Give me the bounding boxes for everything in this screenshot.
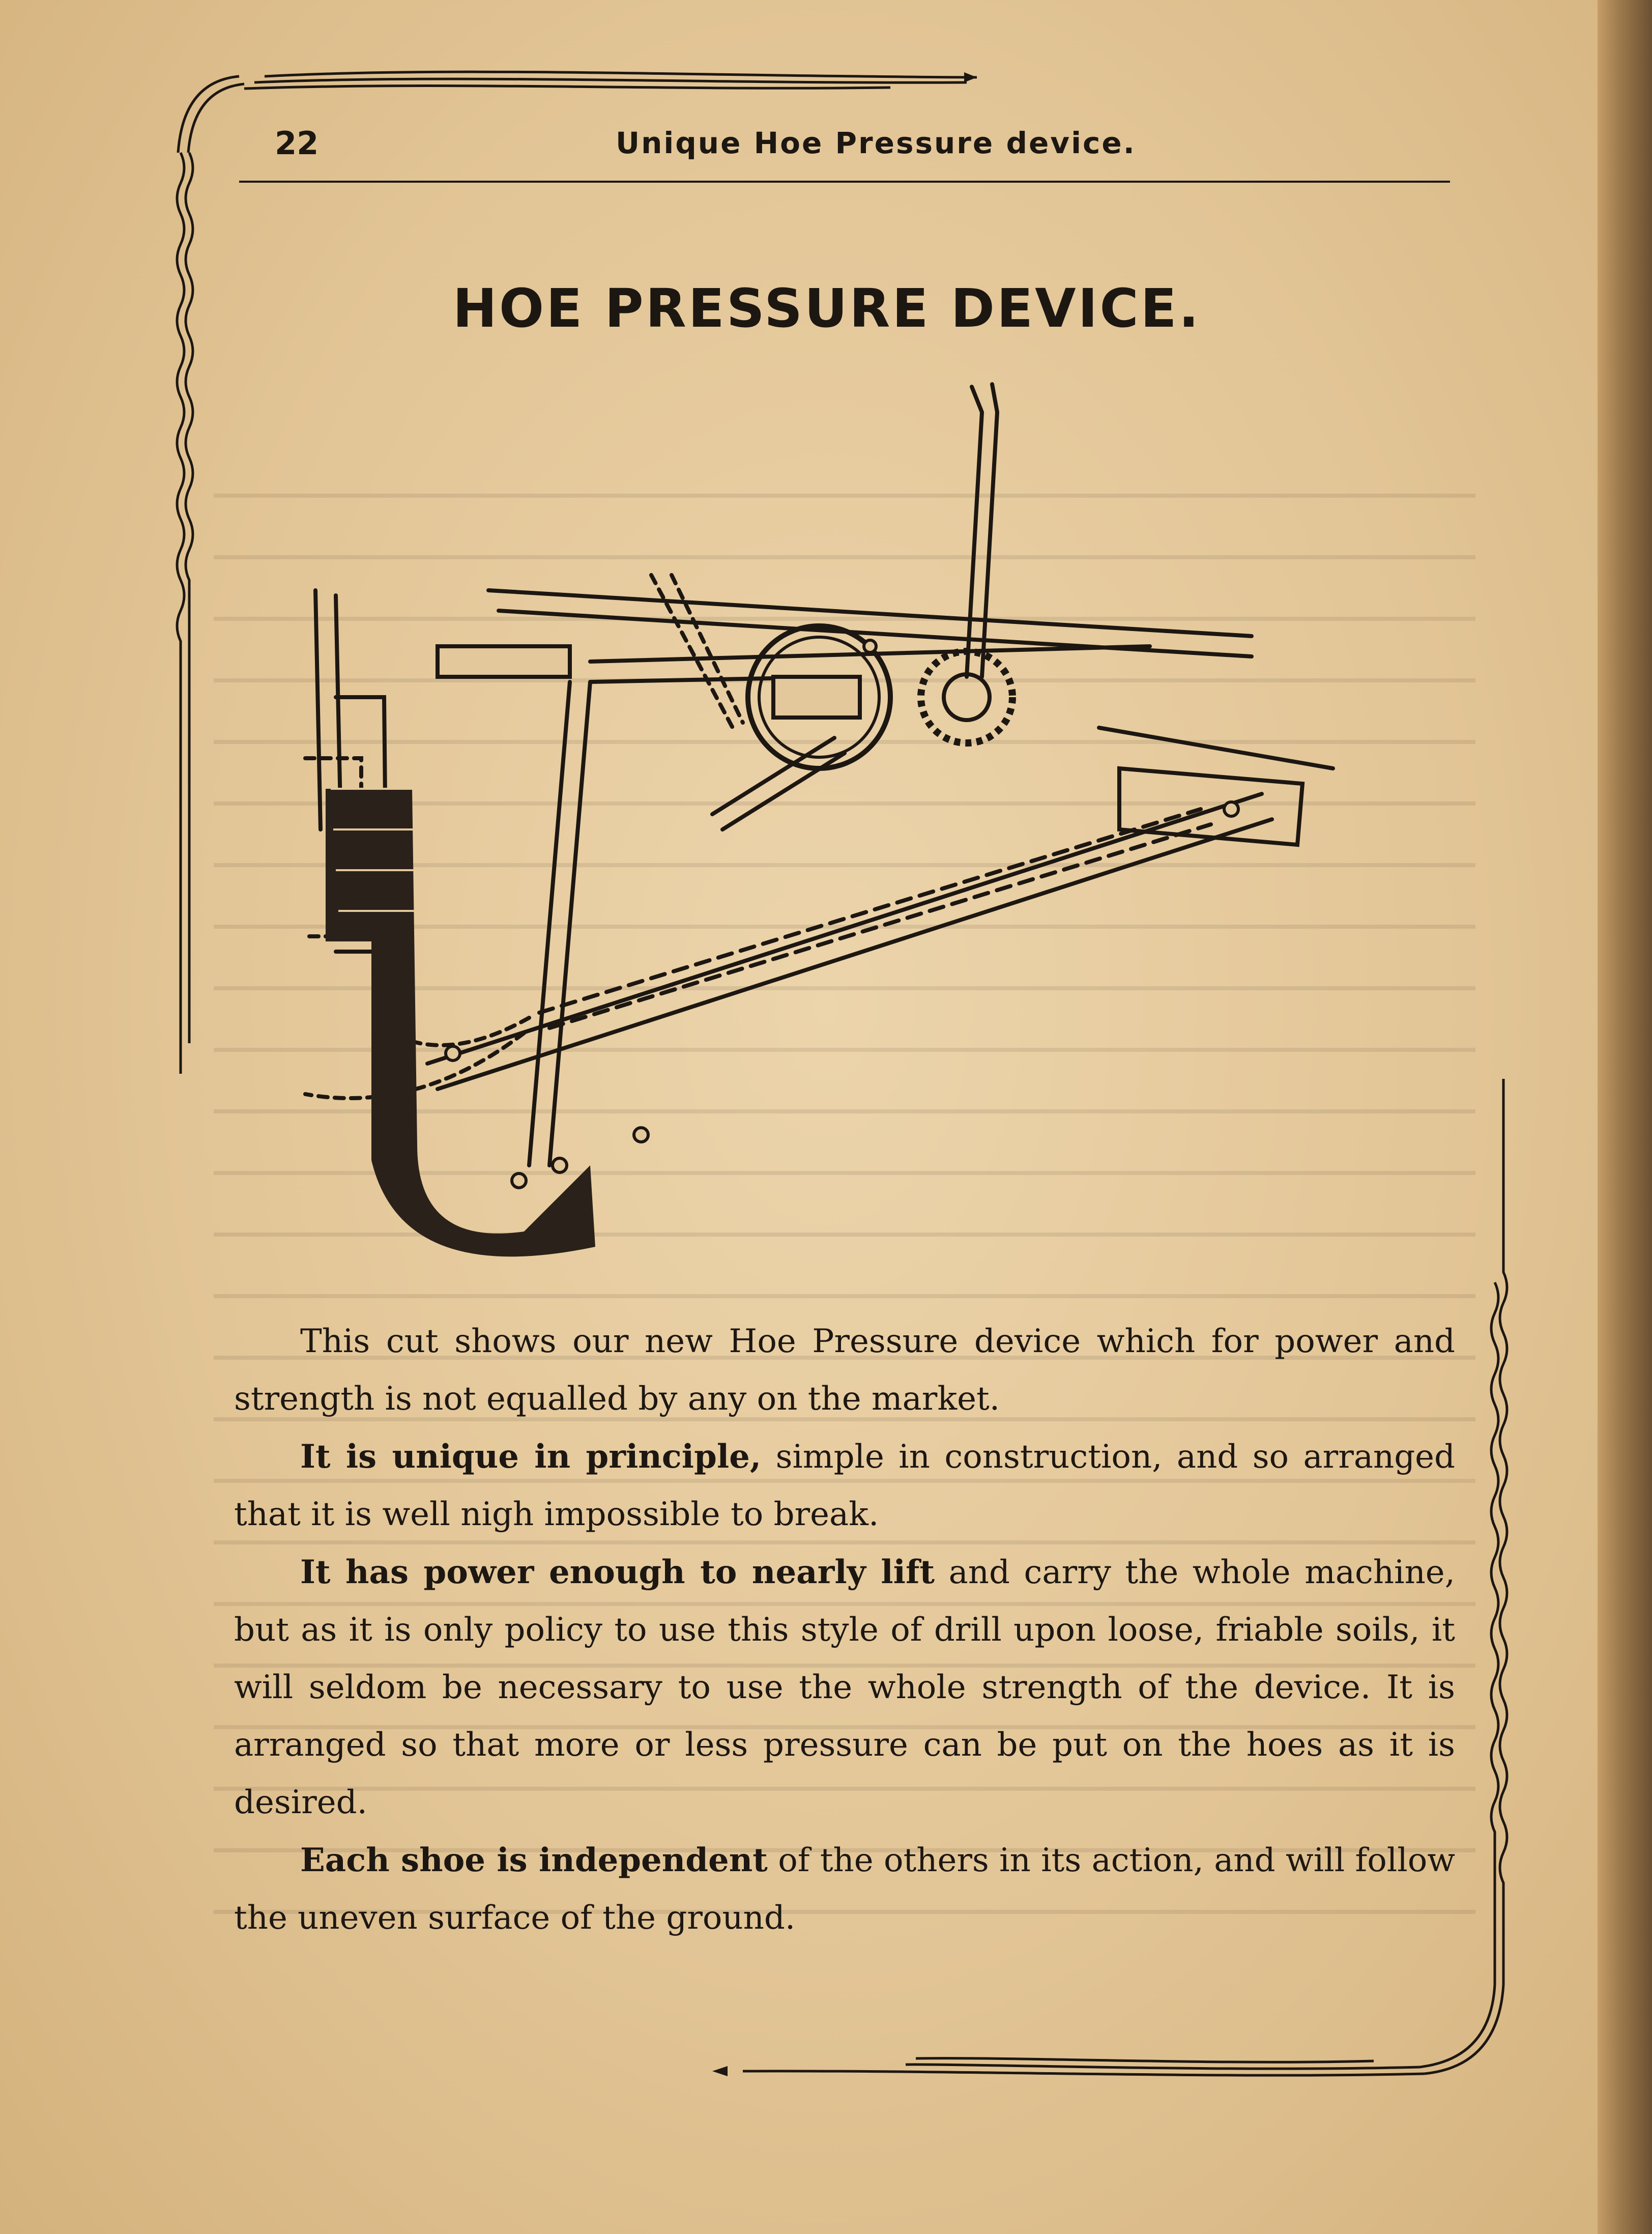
running-header [239, 120, 1450, 183]
paragraph [234, 1831, 1455, 1947]
paragraph [234, 1313, 1455, 1428]
paragraph-lead: It is unique in principle, [300, 1438, 762, 1476]
page-number: 22 [275, 125, 319, 162]
paragraph-text: of the others in its action, and will follow the uneven surface of the ground. [234, 1842, 1455, 1937]
page-title: HOE PRESSURE DEVICE. [452, 277, 1201, 339]
paragraph-text: and carry the whole machine, but as it is only policy to use this style of drill upon loose, friable soils, it will seldom be necessary to use the whole strength of the device. It is arranged so that more or less pressure can be put on the hoes as it is desired. [234, 1554, 1456, 1821]
body-text [234, 1313, 1455, 1947]
paragraph-lead: Each shoe is independent [300, 1841, 768, 1879]
paragraph-text: simple in construction, and so arranged that it is well nigh impossible to break. [234, 1438, 1456, 1533]
paragraph [234, 1543, 1455, 1831]
paragraph [234, 1428, 1455, 1543]
paragraph-lead: It has power enough to nearly lift [300, 1553, 935, 1591]
hoe-pressure-device-illustration [285, 371, 1404, 1287]
paragraph-text: This cut shows our new Hoe Pressure device which for power and strength is not equalled by any on the market. [234, 1323, 1455, 1418]
running-title: Unique Hoe Pressure device. [616, 126, 1136, 160]
